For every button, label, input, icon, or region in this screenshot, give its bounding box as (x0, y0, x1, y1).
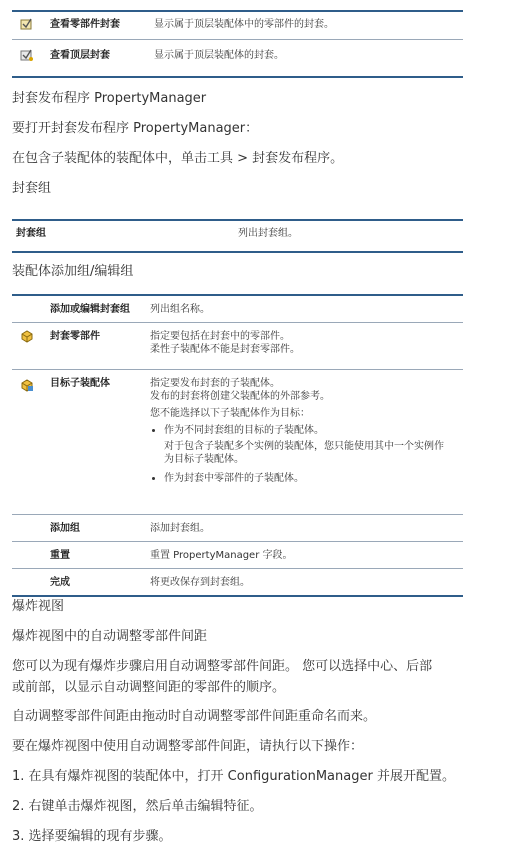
step-item: 2. 右键单击爆炸视图，然后单击编辑特征。 (12, 799, 263, 814)
row-name: 查看顶层封套 (50, 50, 110, 61)
paragraph: 或前部，以显示自动调整间距的零部件的顺序。 (12, 680, 286, 695)
desc-line: 发布的封套将创建父装配体的外部参考。 (150, 391, 330, 402)
row-name: 完成 (50, 577, 70, 588)
desc-line: 为目标子装配体。 (164, 454, 244, 465)
row-desc (150, 323, 463, 370)
envelope-components-icon (20, 17, 34, 31)
envelope-group-table (12, 219, 463, 253)
section-heading: 爆炸视图 (12, 599, 65, 614)
table-row (12, 11, 463, 40)
desc-line: 您不能选择以下子装配体作为目标： (150, 408, 310, 419)
desc-line: 指定要包括在封套中的零部件。 (150, 331, 290, 342)
table-row (12, 569, 463, 597)
table-row (12, 220, 463, 252)
row-name: 重置 (50, 550, 70, 561)
add-edit-group-table (12, 294, 463, 597)
row-desc: 列出组名称。 (150, 304, 210, 315)
list-item: • 作为不同封套组的目标的子装配体。 (164, 424, 463, 437)
paragraph: 您可以为现有爆炸步骤启用自动调整零部件间距。 您可以选择中心、后部 (12, 659, 433, 674)
row-name: 添加或编辑封套组 (50, 304, 130, 315)
target-subassembly-icon (20, 378, 34, 392)
list-item: • 作为封套中零部件的子装配体。 (164, 472, 463, 485)
row-desc: 显示属于顶层装配体的封套。 (154, 50, 284, 61)
step-item: 1. 在具有爆炸视图的装配体中，打开 ConfigurationManager 并展开配置。 (12, 769, 455, 784)
section-heading: 封套发布程序 PropertyManager (12, 91, 207, 106)
row-desc: 显示属于顶层装配体中的零部件的封套。 (154, 19, 334, 30)
row-desc: 重置 PropertyManager 字段。 (150, 550, 293, 561)
row-desc: 添加封套组。 (150, 523, 210, 534)
envelope-component-icon (20, 329, 34, 343)
row-desc: 列出封套组。 (238, 228, 298, 239)
sub-note (164, 440, 463, 466)
envelope-top-icon (20, 48, 34, 62)
row-name: 封套组 (16, 228, 46, 239)
paragraph: 要打开封套发布程序 PropertyManager： (12, 121, 259, 136)
row-name: 添加组 (50, 523, 80, 534)
table-row (12, 40, 463, 78)
desc-line: 对于包含子装配多个实例的装配体，您只能使用其中一个实例作 (164, 441, 444, 452)
section-subheading: 爆炸视图中的自动调整零部件间距 (12, 629, 208, 644)
paragraph: 要在爆炸视图中使用自动调整零部件间距，请执行以下操作： (12, 739, 364, 754)
table-row (12, 370, 463, 515)
row-name: 目标子装配体 (50, 378, 110, 389)
table-row (12, 542, 463, 569)
bullet-list (150, 472, 463, 485)
row-name: 查看零部件封套 (50, 19, 120, 30)
row-name: 封套零部件 (50, 331, 100, 342)
row-desc: 将更改保存到封套组。 (150, 577, 250, 588)
section-heading: 封套组 (12, 181, 52, 196)
bullet-list (150, 424, 463, 437)
desc-line: 指定要发布封套的子装配体。 (150, 378, 280, 389)
table-row (12, 295, 463, 323)
paragraph: 在包含子装配体的装配体中，单击工具 > 封套发布程序。 (12, 151, 344, 166)
desc-line: 柔性子装配体不能是封套零部件。 (150, 344, 300, 355)
table-row (12, 515, 463, 542)
paragraph: 自动调整零部件间距由拖动时自动调整零部件间距重命名而来。 (12, 709, 377, 724)
table-row (12, 323, 463, 370)
row-desc (150, 370, 463, 515)
section-heading: 装配体添加组/编辑组 (12, 264, 134, 279)
envelope-view-table (12, 10, 463, 78)
step-item: 3. 选择要编辑的现有步骤。 (12, 829, 172, 844)
